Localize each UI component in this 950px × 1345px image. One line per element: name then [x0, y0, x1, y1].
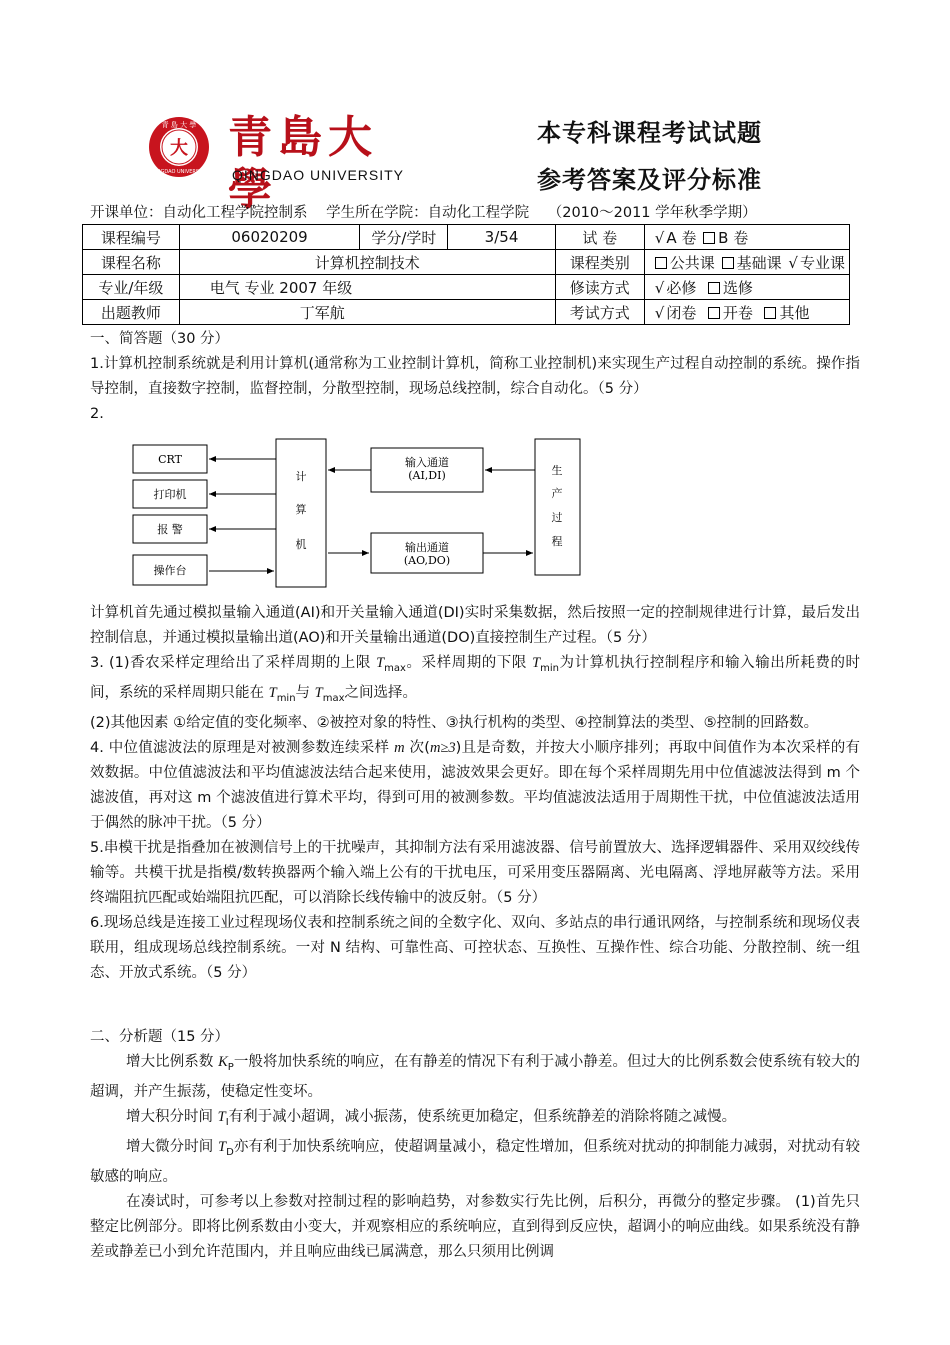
type-major: 专业课	[799, 253, 845, 272]
q4-cond: m≥3	[429, 739, 456, 756]
checkmark-icon: √	[654, 228, 665, 247]
teacher-value: 丁军航	[179, 300, 555, 325]
diagram-process-char: 生	[551, 464, 563, 477]
t-max-sub: max	[384, 662, 406, 674]
seal-text-top: 青 島 大 學	[161, 121, 197, 129]
td-text: 增大微分时间	[126, 1138, 219, 1155]
university-seal-icon	[148, 116, 210, 178]
checkmark-icon: √	[788, 253, 798, 272]
paper-options	[644, 225, 849, 250]
analysis-kp	[90, 1050, 860, 1105]
answer-5: 5.串模干扰是指叠加在被测信号上的干扰噪声，其抑制方法有采用滤波器、信号前置放大、选择逻辑器件、采用双绞线传输等。共模干扰是指模/数转换器两个输入端上公有的干扰电压，可采用变压器隔离、光电隔离、浮地屏蔽等方法。采用终端阻抗匹配或始端阻抗匹配，可以消除长线传输中的波反射。（5 分）	[90, 839, 860, 906]
exam-title: 本专科课程考试试题	[537, 118, 762, 147]
diagram-console: 操作台	[153, 564, 187, 577]
course-name-value: 计算机控制技术	[179, 250, 555, 275]
course-type-label: 课程类别	[555, 250, 644, 275]
seal-text-bottom: QINGDAO UNIVERSITY	[151, 169, 207, 175]
study-label: 修读方式	[555, 275, 644, 300]
exam-options	[644, 300, 849, 325]
diagram-alarm: 报 警	[157, 523, 183, 536]
q3-text: 3. (1)香农采样定理给出了采样周期的上限	[90, 655, 377, 671]
td-sub: D	[226, 1146, 234, 1158]
t-var: T	[314, 684, 323, 701]
diagram-computer-char: 算	[295, 503, 307, 516]
exam-open: 开卷	[722, 303, 753, 322]
type-basic: 基础课	[736, 253, 782, 272]
course-unit-line	[90, 201, 771, 222]
q3-text: 为计算机执行控制程序和输入输出所耗费的时间，系统的采样周期只能在	[90, 655, 861, 701]
section2	[90, 1025, 860, 1265]
q4-text: 次(	[404, 739, 430, 756]
diagram-printer: 打印机	[153, 488, 187, 501]
exam-label: 考试方式	[555, 300, 644, 325]
ti-sub: I	[225, 1116, 229, 1128]
answer-1: 1.计算机控制系统就是利用计算机(通常称为工业控制计算机，简称工业控制机)来实现生产过程自动控制的系统。操作指导控制，直接数字控制，监督控制，分散型控制，现场总线控制，综合自动化。（5 分）	[90, 356, 860, 397]
diagram-output-channel: 输出通道	[405, 541, 449, 554]
answer-4	[90, 736, 860, 836]
answer-2-number: 2.	[90, 406, 104, 422]
t-var: T	[268, 684, 277, 701]
checkmark-icon: √	[654, 278, 665, 297]
checkmark-icon: √	[654, 303, 665, 322]
process-box	[535, 439, 580, 575]
checkbox-elective[interactable]	[708, 282, 720, 294]
q3-text: 之间选择。	[344, 684, 418, 701]
type-public: 公共课	[669, 253, 715, 272]
university-logo	[148, 112, 413, 215]
checkbox-open[interactable]	[708, 307, 720, 319]
teacher-label: 出题教师	[83, 300, 180, 325]
td-var: T	[218, 1138, 227, 1155]
answer-6: 6.现场总线是连接工业过程现场仪表和控制系统之间的全数字化、双向、多站点的串行通讯网络，与控制系统和现场仪表联用，组成现场总线控制系统。一对 N 结构、可靠性高、可控状态、互换性、互操作性、综合功能、分散控制、统一组态、开放式系统。（5 分）	[90, 914, 860, 981]
study-elective: 选修	[722, 278, 753, 297]
q4-text: )且是奇数，并按大小顺序排列；再取中间值作为本次采样的有效数据。中位值滤波法和平均值滤波法结合起来使用，滤波效果会更好。即在每个采样周期先用中位值滤波法得到 m 个滤波值，再对这 m 个滤波值进行算术平均，得到可用的被测参数。平均值滤波法适用于周期性干扰，中位值滤波法适用于偶然的脉冲干扰。（5 分）	[90, 739, 860, 831]
analysis-td	[90, 1135, 860, 1190]
t-var: T	[532, 655, 541, 671]
answer-3-part1	[90, 651, 860, 711]
section1-heading: 一、简答题（30 分）	[90, 331, 230, 347]
diagram-crt: CRT	[158, 453, 182, 466]
analysis-tuning: 在凑试时，可参考以上参数对控制过程的影响趋势，对参数实行先比例，后积分，再微分的整定步骤。 (1)首先只整定比例部分。即将比例系数由小变大，并观察相应的系统响应，直到得到反应快，超调小的响应曲线。如果系统没有静差或静差已小到允许范围内，并且响应曲线已属满意，那么只须用比例调	[90, 1193, 860, 1260]
kp-text: 增大比例系数	[126, 1054, 219, 1070]
checkbox-public[interactable]	[655, 257, 667, 269]
study-required: 必修	[666, 278, 697, 297]
table-row	[83, 275, 850, 300]
course-code-value: 06020209	[179, 225, 360, 250]
svg-text:大: 大	[170, 138, 188, 159]
checkbox-other[interactable]	[764, 307, 776, 319]
diagram-process-char: 过	[551, 511, 563, 524]
paper-label: 试 卷	[555, 225, 644, 250]
t-var: T	[376, 655, 385, 671]
kp-text: 一般将加快系统的响应，在有静差的情况下有利于减小静差。但过大的比例系数会使系统有较大的超调，并产生振荡，使稳定性变坏。	[90, 1054, 861, 1100]
q4-var: m	[394, 739, 405, 756]
major-value: 电气 专业 2007 年级	[179, 275, 555, 300]
ti-text: 有利于减小超调，减小振荡，使系统更加稳定，但系统静差的消除将随之减慢。	[228, 1108, 737, 1125]
section1-rest	[90, 601, 860, 986]
course-info-table	[82, 224, 850, 325]
t-max-sub: max	[322, 692, 345, 704]
ti-text: 增大积分时间	[126, 1108, 218, 1125]
paper-b: B 卷	[718, 228, 749, 247]
kp-sub: P	[227, 1061, 234, 1073]
course-type-options	[644, 250, 849, 275]
table-row	[83, 250, 850, 275]
table-row	[83, 225, 850, 250]
td-text: 亦有利于加快系统响应，使超调量减小，稳定性增加，但系统对扰动的抑制能力减弱，对扰动有较敏感的响应。	[90, 1138, 860, 1185]
credit-label: 学分/学时	[360, 225, 448, 250]
diagram-process-char: 产	[551, 487, 563, 500]
t-min-sub: min	[540, 662, 559, 674]
diagram-input-channel: 输入通道	[405, 456, 449, 469]
logo-chinese-name: 青島大學	[228, 112, 378, 215]
q3-text: 与	[295, 684, 315, 701]
student-college: 学生所在学院：自动化工程学院	[326, 205, 530, 221]
q4-text: 4. 中位值滤波法的原理是对被测参数连续采样	[90, 739, 395, 756]
semester: （2010～2011 学年秋季学期）	[547, 205, 757, 221]
exam-closed: 闭卷	[666, 303, 697, 322]
credit-value: 3/54	[448, 225, 555, 250]
course-name-label: 课程名称	[83, 250, 180, 275]
diagram-input-channel-sub: (AI,DI)	[408, 469, 446, 482]
logo-english-name: QINGDAO UNIVERSITY	[232, 167, 405, 183]
answer-3-part2: (2)其他因素 ①给定值的变化频率、②被控对象的特性、③执行机构的类型、④控制算法的类型、⑤控制的回路数。	[90, 714, 819, 731]
kp-var: K	[218, 1054, 228, 1070]
ti-var: T	[217, 1108, 226, 1125]
section2-heading: 二、分析题（15 分）	[90, 1029, 230, 1045]
diagram-computer-char: 机	[295, 538, 307, 551]
q3-text: 。采样周期的下限	[405, 655, 533, 671]
exam-other: 其他	[779, 303, 810, 322]
diagram-output-channel-sub: (AO,DO)	[403, 554, 451, 567]
offering-unit: 开课单位：自动化工程学院控制系	[90, 205, 308, 221]
checkbox-basic[interactable]	[722, 257, 734, 269]
computer-control-diagram	[131, 437, 581, 589]
diagram-process-char: 程	[551, 535, 563, 548]
section1-top	[90, 327, 860, 427]
course-code-label: 课程编号	[83, 225, 180, 250]
checkbox-paper-b[interactable]	[703, 232, 715, 244]
diagram-computer-char: 计	[295, 470, 307, 483]
table-row	[83, 300, 850, 325]
exam-subtitle: 参考答案及评分标准	[537, 165, 762, 194]
major-label: 专业/年级	[83, 275, 180, 300]
paper-a: A 卷	[666, 228, 697, 247]
answer-2: 计算机首先通过模拟量输入通道(AI)和开关量输入通道(DI)实时采集数据，然后按照一定的控制规律进行计算，最后发出控制信息，并通过模拟量输出道(AO)和开关量输出通道(DO)直接控制生产过程。（5 分）	[90, 605, 860, 646]
t-min-sub: min	[276, 692, 296, 704]
analysis-ti	[90, 1105, 860, 1135]
study-options	[644, 275, 849, 300]
